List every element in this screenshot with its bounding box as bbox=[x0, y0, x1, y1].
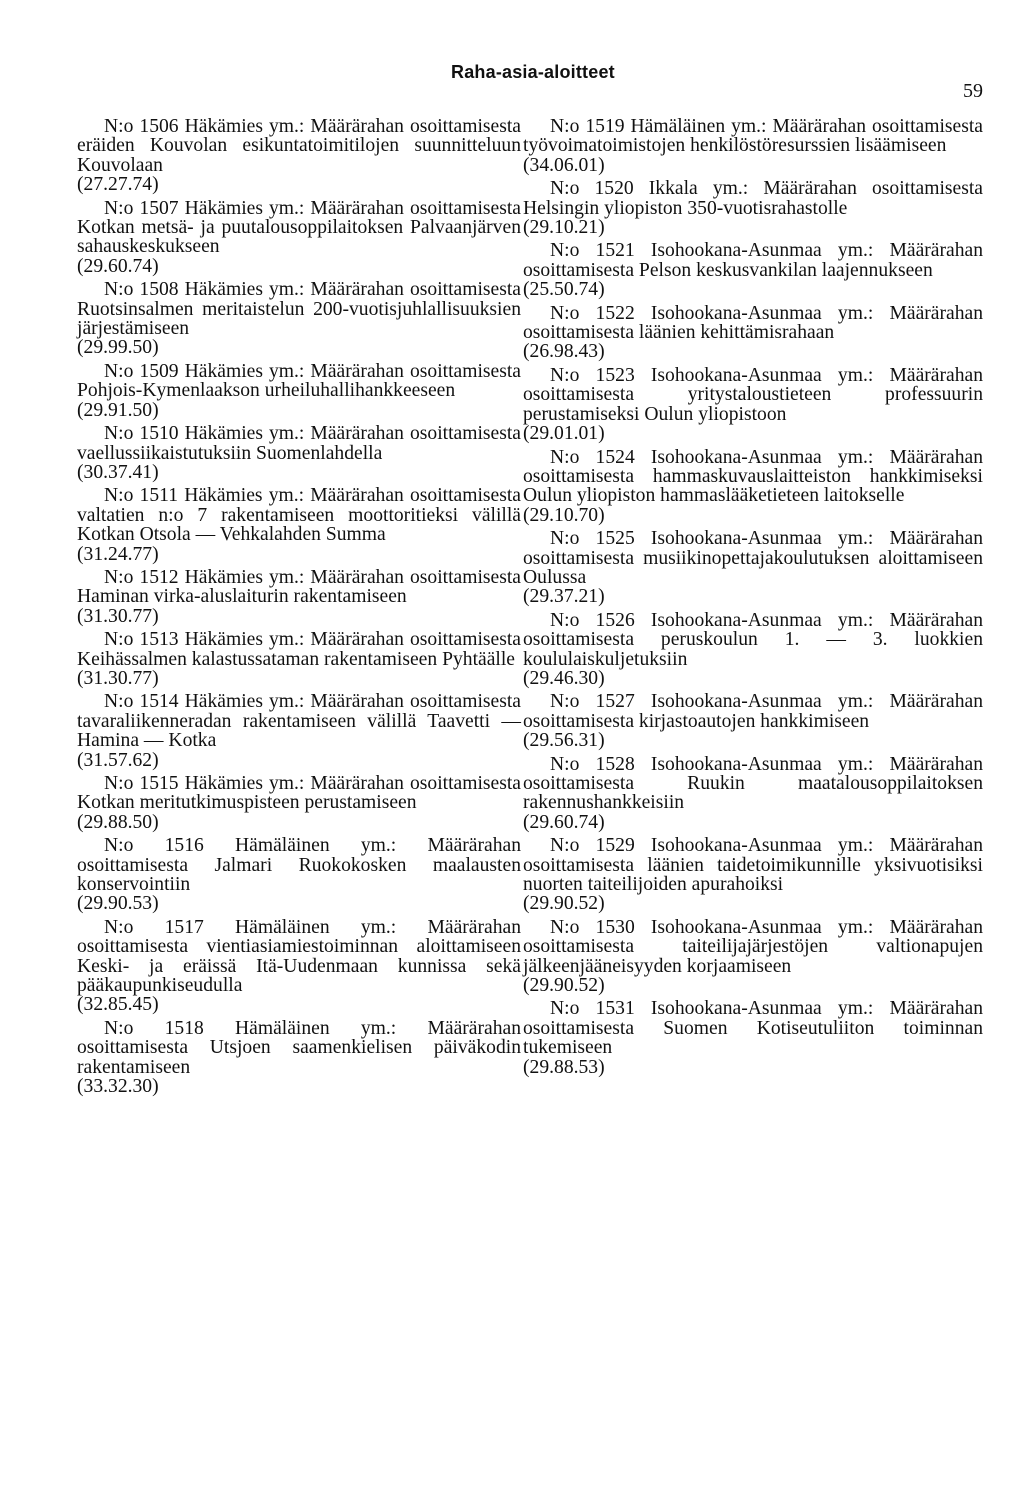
budget-reference: (29.88.53) bbox=[523, 1056, 605, 1078]
motion-text: N:o 1527 Isohookana-Asunmaa ym.: Määrärahan osoittamisesta kirjastoautojen hankkimiseen bbox=[523, 691, 983, 732]
motion-entry bbox=[77, 692, 521, 770]
budget-reference: (29.91.50) bbox=[77, 399, 159, 421]
budget-reference: (29.90.53) bbox=[77, 893, 159, 915]
motion-text: N:o 1516 Hämäläinen ym.: Määrärahan osoittamisesta Jalmari Ruokokosken maalausten konservointiin bbox=[77, 835, 521, 896]
motion-text: N:o 1508 Häkämies ym.: Määrärahan osoittamisesta Ruotsinsalmen meritaistelun 200-vuotisjuhlallisuuksien järjestämiseen bbox=[77, 279, 521, 340]
motion-text: N:o 1529 Isohookana-Asunmaa ym.: Määrärahan osoittamisesta läänien taidetoimikunnille yksivuotisiksi nuorten taiteilijoiden apurahoiksi bbox=[523, 835, 983, 896]
motion-entry bbox=[523, 755, 983, 833]
motion-entry bbox=[77, 424, 521, 482]
budget-reference: (31.57.62) bbox=[77, 749, 159, 771]
budget-reference: (34.06.01) bbox=[523, 154, 605, 176]
budget-reference: (31.30.77) bbox=[77, 667, 159, 689]
budget-reference: (29.56.31) bbox=[523, 730, 605, 752]
motion-text: N:o 1523 Isohookana-Asunmaa ym.: Määrärahan osoittamisesta yritystaloustieteen professuurin perustamiseksi Oulun yliopistoon bbox=[523, 364, 983, 425]
motion-entry bbox=[77, 630, 521, 688]
motion-text: N:o 1520 Ikkala ym.: Määrärahan osoittamisesta Helsingin yliopiston 350-vuotisrahastolle bbox=[523, 178, 983, 219]
motion-text: N:o 1528 Isohookana-Asunmaa ym.: Määrärahan osoittamisesta Ruukin maatalousoppilaitoksen rakennushankkeisiin bbox=[523, 753, 983, 814]
motion-entry bbox=[77, 486, 521, 564]
budget-reference: (29.60.74) bbox=[523, 811, 605, 833]
motion-entry bbox=[523, 179, 983, 237]
running-title: Raha-asia-aloitteet bbox=[451, 62, 615, 82]
budget-reference: (32.85.45) bbox=[77, 994, 159, 1016]
motion-text: N:o 1522 Isohookana-Asunmaa ym.: Määrärahan osoittamisesta läänien kehittämisrahaan bbox=[523, 302, 983, 344]
motion-text: N:o 1514 Häkämies ym.: Määrärahan osoittamisesta tavaraliikenneradan rakentamiseen välillä Taavetti — Hamina — Kotka bbox=[77, 691, 521, 752]
motion-entry bbox=[523, 241, 983, 299]
motion-entry bbox=[77, 199, 521, 277]
motion-text: N:o 1507 Häkämies ym.: Määrärahan osoittamisesta Kotkan metsä- ja puutalousoppilaitoksen Palvaanjärven sahauskeskukseen bbox=[77, 197, 521, 258]
motion-entry bbox=[77, 280, 521, 358]
budget-reference: (29.90.52) bbox=[523, 975, 605, 997]
budget-reference: (29.99.50) bbox=[77, 337, 159, 359]
motion-entry bbox=[523, 918, 983, 996]
motion-text: N:o 1530 Isohookana-Asunmaa ym.: Määrärahan osoittamisesta taiteilijajärjestöjen valtionapujen jälkeenjääneisyyden korjaamiseen bbox=[523, 916, 983, 977]
budget-reference: (30.37.41) bbox=[77, 461, 159, 483]
motion-text: N:o 1521 Isohookana-Asunmaa ym.: Määrärahan osoittamisesta Pelson keskusvankilan laajennukseen bbox=[523, 240, 983, 281]
left-column bbox=[77, 117, 521, 1101]
motion-entry bbox=[523, 611, 983, 689]
budget-reference: (33.32.30) bbox=[77, 1076, 159, 1098]
motion-text: N:o 1518 Hämäläinen ym.: Määrärahan osoittamisesta Utsjoen saamenkielisen päiväkodin rakentamiseen bbox=[77, 1017, 521, 1078]
motion-text: N:o 1519 Hämäläinen ym.: Määrärahan osoittamisesta työvoimatoimistojen henkilöstöresurssien lisäämiseen bbox=[523, 116, 983, 157]
motion-entry bbox=[77, 836, 521, 914]
right-column bbox=[523, 117, 983, 1081]
motion-text: N:o 1525 Isohookana-Asunmaa ym.: Määrärahan osoittamisesta musiikinopettajakoulutuksen aloittamiseen Oulussa bbox=[523, 528, 983, 588]
motion-entry bbox=[523, 999, 983, 1077]
page-number: 59 bbox=[963, 80, 983, 102]
motion-entry bbox=[77, 918, 521, 1015]
motion-text: N:o 1517 Hämäläinen ym.: Määrärahan osoittamisesta vientiasiamiestoiminnan aloittamiseen Keski- ja eräissä Itä-Uudenmaan kunnissa sekä pääkaupunkiseudulla bbox=[77, 916, 521, 997]
motion-entry bbox=[523, 304, 983, 362]
motion-text: N:o 1510 Häkämies ym.: Määrärahan osoittamisesta vaellussiikaistutuksiin Suomenlahdella bbox=[77, 423, 521, 464]
motion-text: N:o 1513 Häkämies ym.: Määrärahan osoittamisesta Keihässalmen kalastussataman rakentamiseen Pyhtäälle bbox=[77, 629, 521, 670]
motion-entry bbox=[523, 117, 983, 175]
motion-text: N:o 1509 Häkämies ym.: Määrärahan osoittamisesta Pohjois-Kymenlaakson urheiluhallihankkeeseen bbox=[77, 360, 521, 402]
motion-text: N:o 1515 Häkämies ym.: Määrärahan osoittamisesta Kotkan meritutkimuspisteen perustamiseen bbox=[77, 773, 521, 814]
motion-entry bbox=[77, 1019, 521, 1097]
motion-entry bbox=[77, 117, 521, 195]
motion-text: N:o 1506 Häkämies ym.: Määrärahan osoittamisesta eräiden Kouvolan esikuntatoimitilojen suunnitteluun Kouvolaan bbox=[77, 116, 521, 176]
budget-reference: (29.60.74) bbox=[77, 255, 159, 277]
budget-reference: (31.30.77) bbox=[77, 605, 159, 627]
motion-text: N:o 1511 Häkämies ym.: Määrärahan osoittamisesta valtatien n:o 7 rakentamiseen moottoritieksi välillä Kotkan Otsola — Vehkalahden Summa bbox=[77, 485, 521, 546]
budget-reference: (25.50.74) bbox=[523, 279, 605, 301]
motion-text: N:o 1526 Isohookana-Asunmaa ym.: Määrärahan osoittamisesta peruskoulun 1. — 3. luokkien koululaiskuljetuksiin bbox=[523, 609, 983, 670]
budget-reference: (26.98.43) bbox=[523, 341, 605, 363]
budget-reference: (29.01.01) bbox=[523, 423, 605, 445]
budget-reference: (31.24.77) bbox=[77, 543, 159, 565]
page-header bbox=[0, 62, 1024, 102]
motion-entry bbox=[523, 692, 983, 750]
budget-reference: (29.10.21) bbox=[523, 217, 605, 239]
motion-entry bbox=[77, 362, 521, 420]
motion-entry bbox=[523, 448, 983, 526]
budget-reference: (29.46.30) bbox=[523, 667, 605, 689]
budget-reference: (29.88.50) bbox=[77, 811, 159, 833]
motion-entry bbox=[523, 836, 983, 914]
motion-entry bbox=[77, 568, 521, 626]
budget-reference: (29.90.52) bbox=[523, 893, 605, 915]
motion-entry bbox=[523, 529, 983, 607]
motion-entry bbox=[77, 774, 521, 832]
motion-text: N:o 1524 Isohookana-Asunmaa ym.: Määrärahan osoittamisesta hammaskuvauslaitteiston hankkimiseksi Oulun yliopiston hammaslääketieteen laitokselle bbox=[523, 446, 983, 507]
budget-reference: (27.27.74) bbox=[77, 174, 159, 196]
motion-entry bbox=[523, 366, 983, 444]
budget-reference: (29.10.70) bbox=[523, 504, 605, 526]
budget-reference: (29.37.21) bbox=[523, 586, 605, 608]
motion-text: N:o 1531 Isohookana-Asunmaa ym.: Määrärahan osoittamisesta Suomen Kotiseutuliiton toiminnan tukemiseen bbox=[523, 998, 983, 1059]
motion-text: N:o 1512 Häkämies ym.: Määrärahan osoittamisesta Haminan virka-aluslaiturin rakentamiseen bbox=[77, 566, 521, 608]
